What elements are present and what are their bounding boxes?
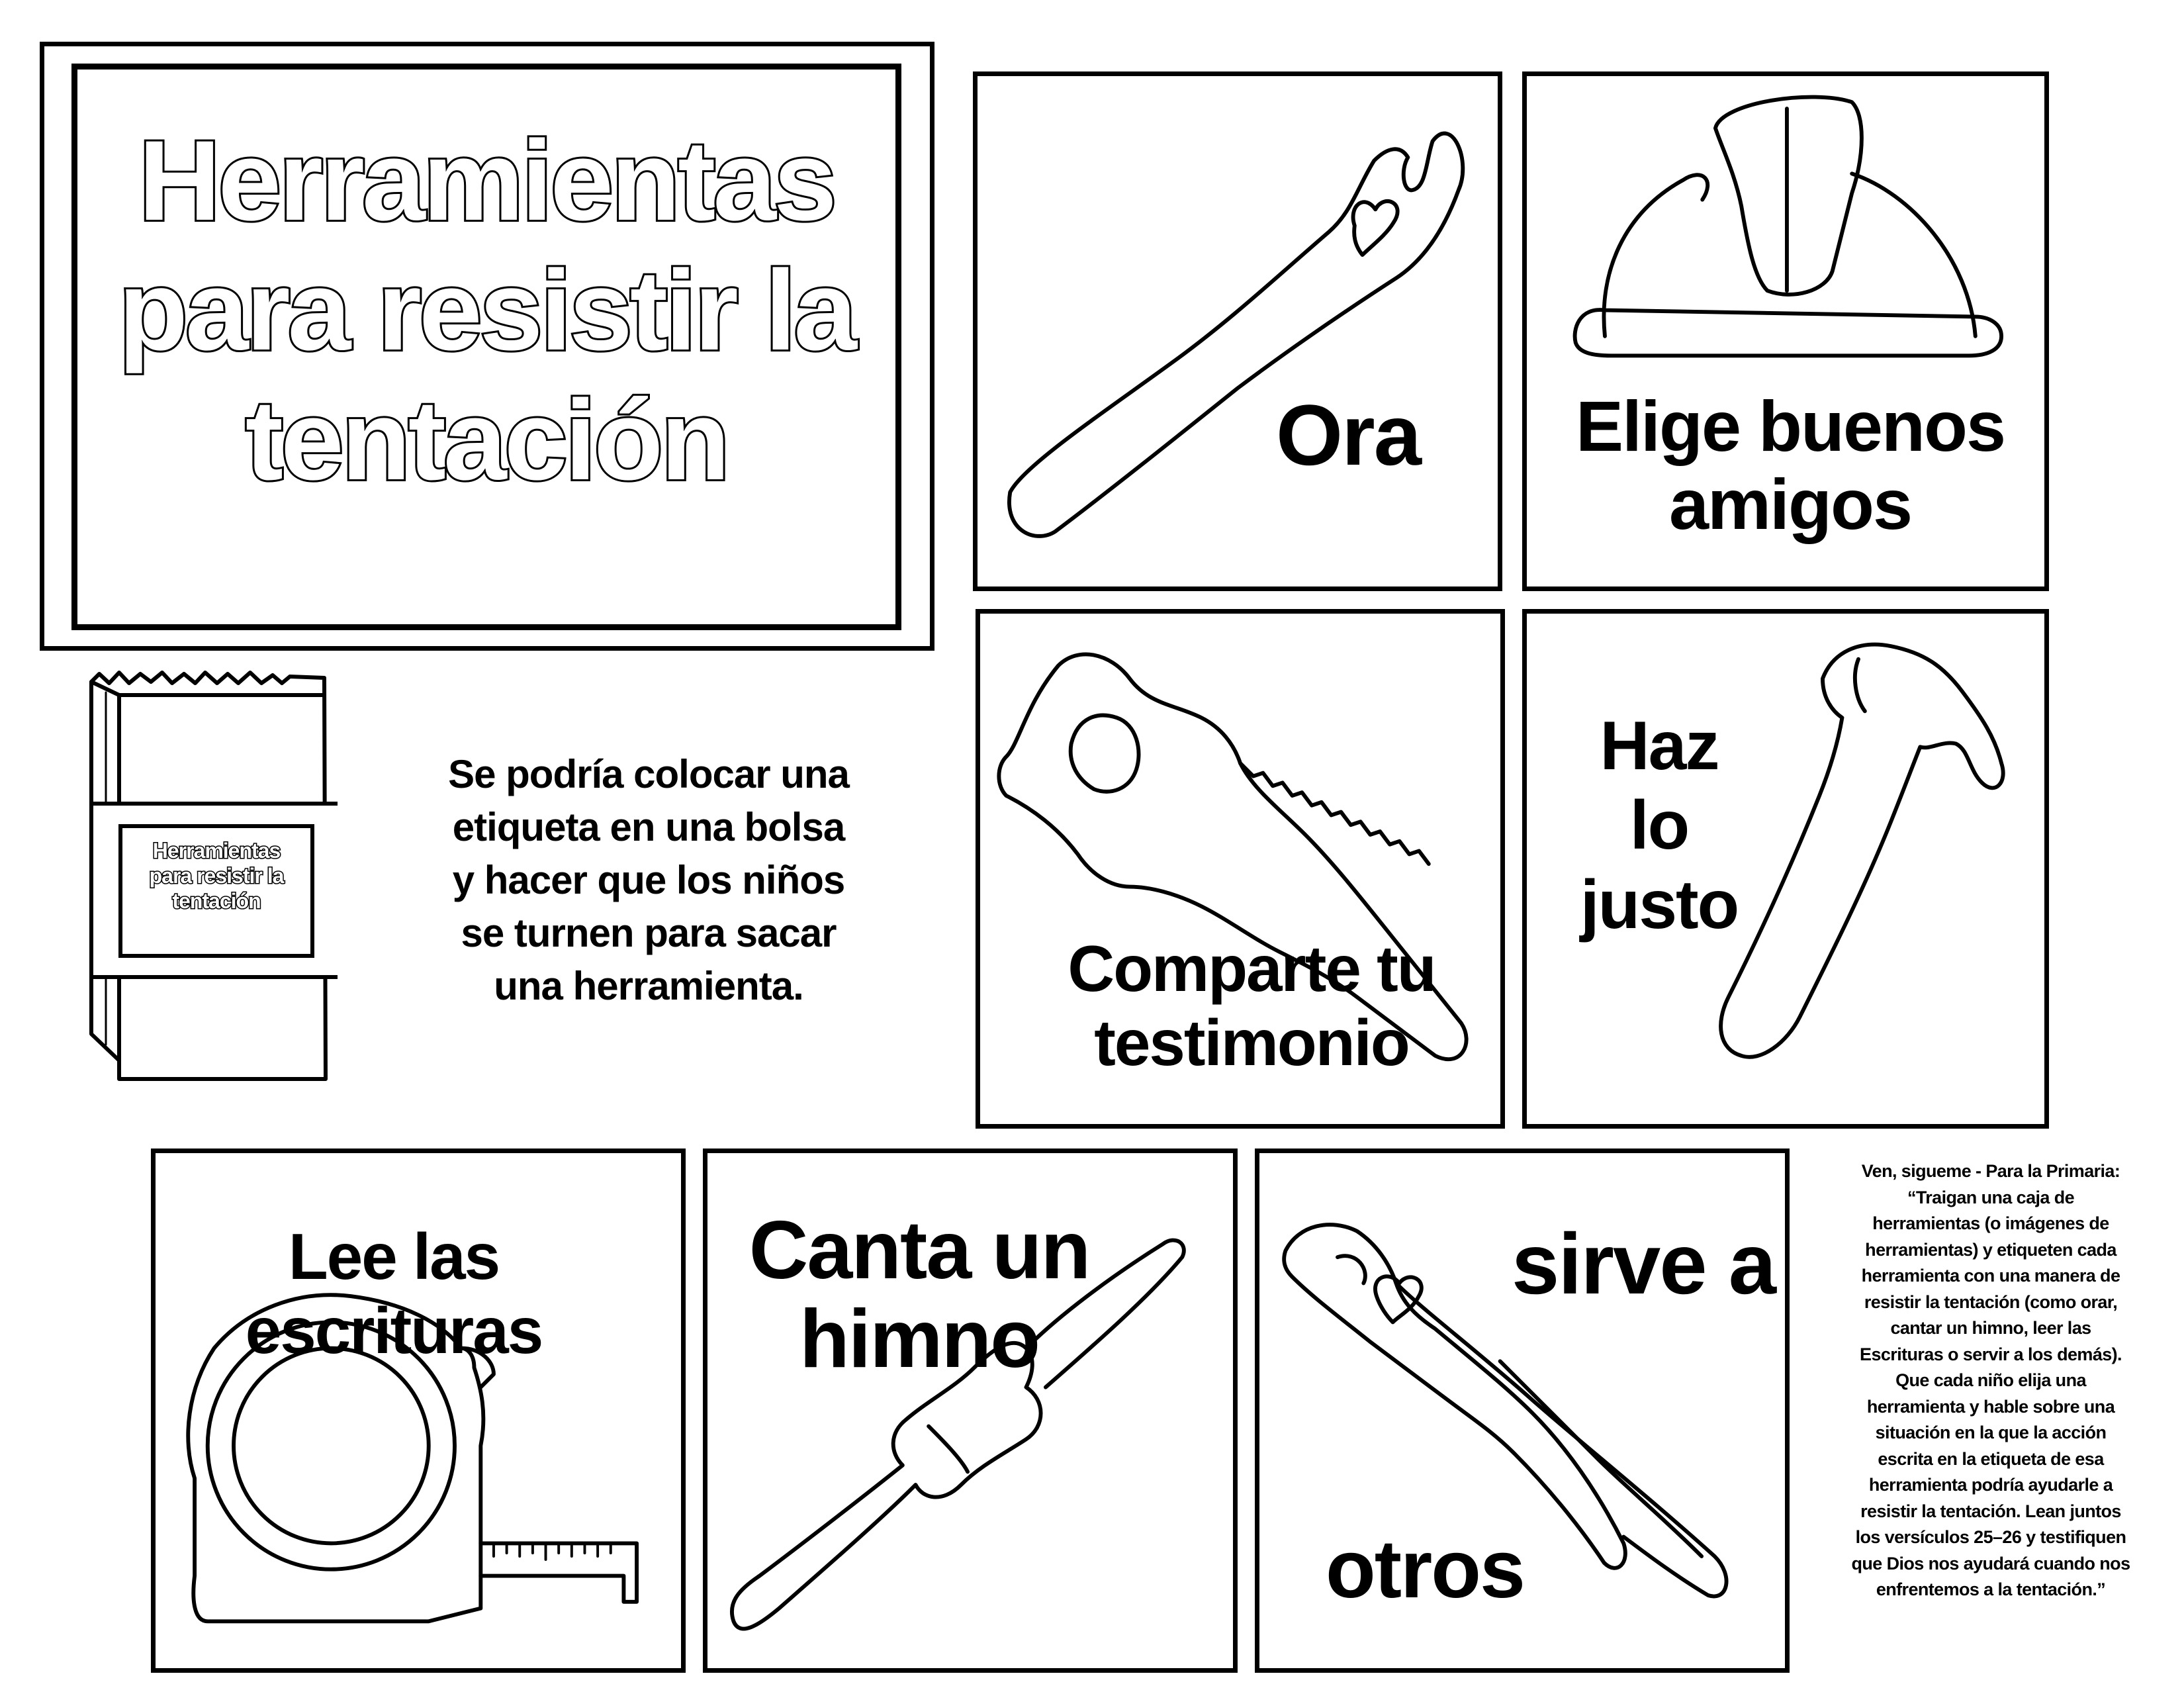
instructions-line-3: y hacer que los niños [452,858,845,902]
card-escrituras-label [208,1219,579,1368]
side-note-line: “Traigan una caja de [1907,1187,2075,1207]
side-note-line: resistir la tentación. Lean juntos [1860,1501,2121,1521]
bag-label-line-2: para resistir la [149,864,284,888]
bag-label [120,838,312,924]
side-note-line: resistir la tentación (como orar, [1864,1291,2118,1312]
side-note-line: Que cada niño elija una [1895,1370,2086,1390]
title-line-3: tentación [245,377,728,504]
card-justo-label [1567,706,1752,945]
page-title [71,116,901,539]
card-escrituras-line-1: Lee las [288,1220,500,1293]
side-note-line: situación en la que la acción [1875,1423,2107,1442]
side-note-line: enfrentemos a la tentación.” [1876,1579,2106,1599]
card-servir-line-2: otros [1326,1524,1524,1615]
side-note-line: cantar un himno, leer las [1890,1318,2091,1338]
instructions-line-5: una herramienta. [494,964,803,1008]
title-line-2: para resistir la [118,247,855,374]
side-note-line: que Dios nos ayudará cuando nos [1851,1553,2130,1573]
card-ora [973,71,1502,591]
card-himno-line-1: Canta un [749,1205,1090,1296]
card-amigos-line-2: amigos [1668,464,1912,544]
card-testimonio-line-2: testimonio [1094,1006,1409,1079]
card-justo-line-1: Haz [1600,708,1719,784]
card-testimonio-label [1020,931,1483,1080]
instructions-line-4: se turnen para sacar [461,911,837,955]
side-note-line: escrita en la etiqueta de esa [1878,1448,2104,1469]
bag-label-line-3: tentación [172,889,261,913]
instructions-text [384,748,913,1026]
card-amigos-line-1: Elige buenos [1575,386,2005,466]
card-servir [1255,1149,1790,1673]
title-line-1: Herramientas [138,117,835,244]
side-note-line: herramienta podría ayudarle a [1868,1475,2113,1495]
instructions-line-2: etiqueta en una bolsa [452,805,845,849]
side-note-line: los versículos 25–26 y testifiquen [1855,1527,2126,1547]
card-servir-line-1: sirve a [1511,1215,1776,1312]
card-escrituras-line-2: escrituras [245,1294,543,1367]
side-note-line: herramientas (o imágenes de [1872,1213,2109,1233]
side-note-line: herramienta con una manera de [1861,1266,2120,1286]
side-note [1805,1158,2176,1648]
card-justo [1522,609,2049,1129]
card-ora-label: Ora [1275,387,1420,483]
side-note-line: Escrituras o servir a los demás). [1860,1344,2122,1364]
card-amigos-label [1553,387,2027,543]
side-note-line: herramienta y hable sobre una [1866,1396,2115,1417]
card-testimonio-line-1: Comparte tu [1068,932,1435,1005]
card-justo-line-3: justo [1580,867,1739,943]
card-testimonio [976,609,1505,1129]
side-note-line: Ven, sigueme - Para la Primaria: [1861,1161,2120,1181]
wrench-icon [978,76,1498,586]
card-justo-line-2: lo [1629,787,1689,864]
side-note-line: herramientas) y etiqueten cada [1865,1239,2116,1260]
instructions-line-1: Se podría colocar una [448,752,849,796]
bag-label-line-1: Herramientas [152,839,281,863]
card-himno-label [734,1206,1105,1383]
card-amigos [1522,71,2049,591]
card-escrituras [151,1149,686,1673]
card-himno-line-2: himno [799,1293,1039,1385]
card-himno [703,1149,1238,1673]
